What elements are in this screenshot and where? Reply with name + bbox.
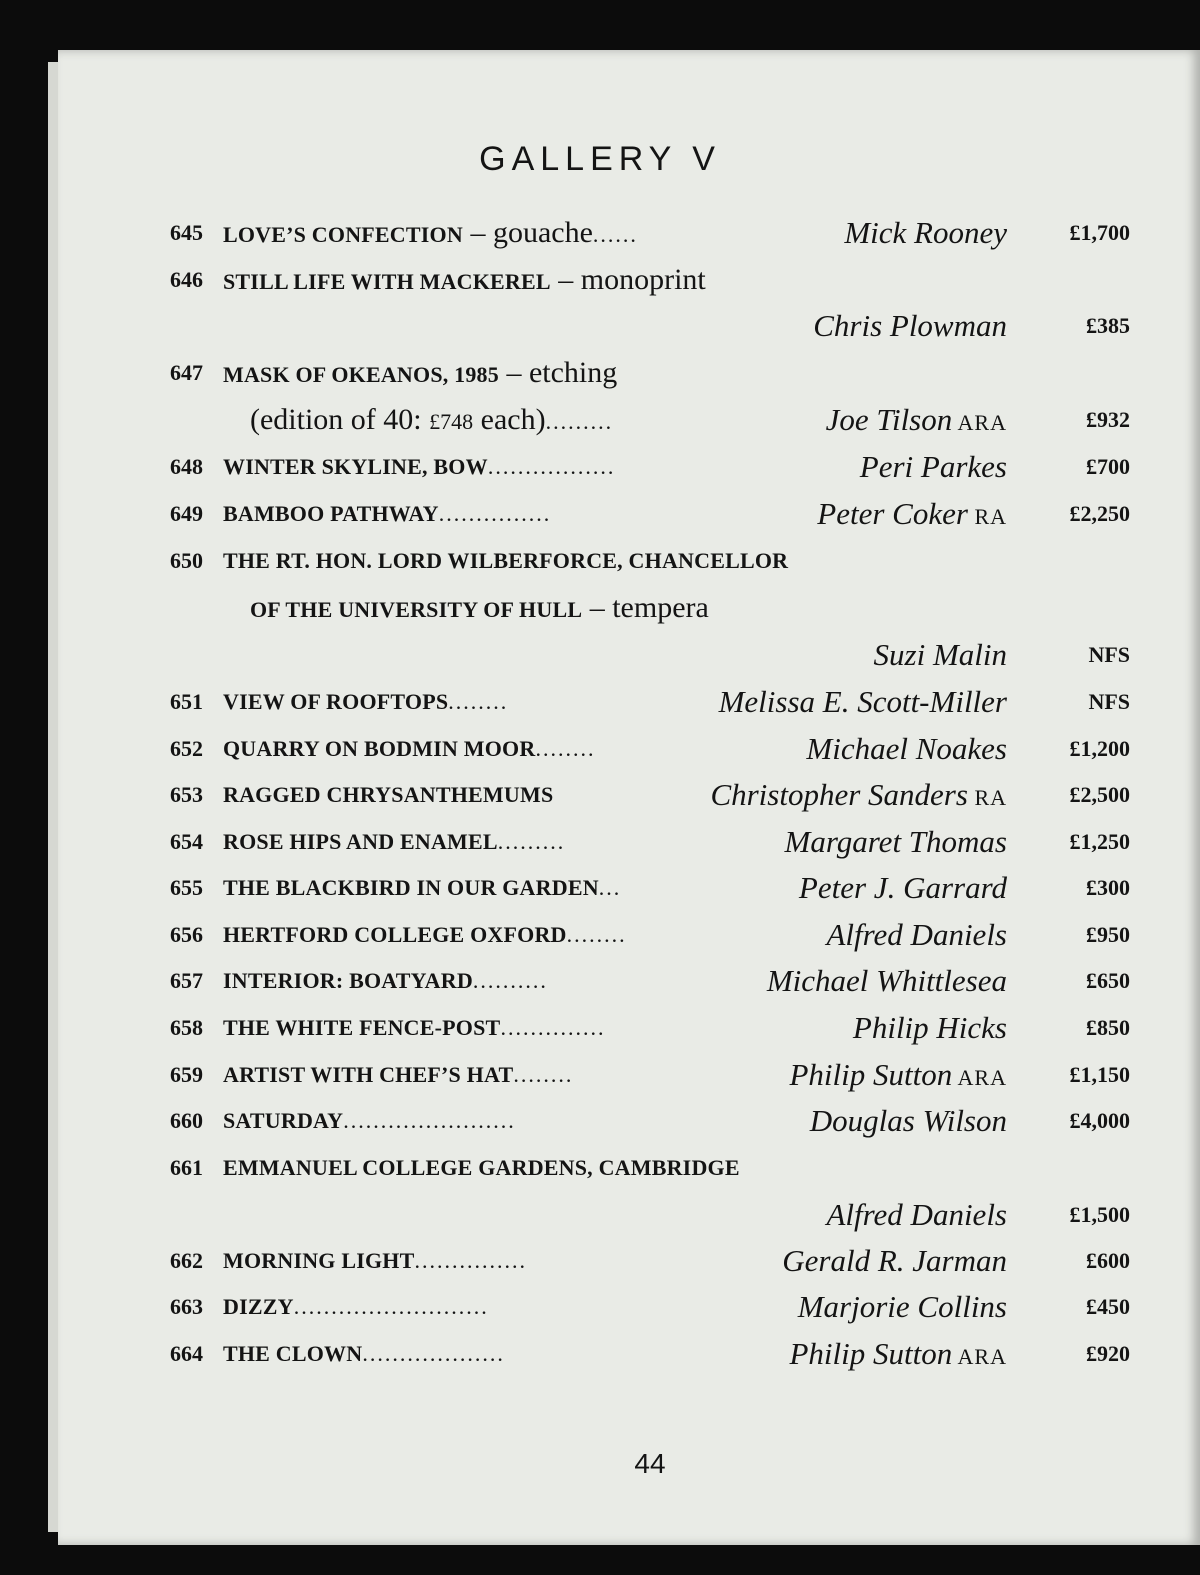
entry-artist: Philip Hicks (852, 1010, 1007, 1045)
entry-title: INTERIOR: BOATYARD (223, 968, 473, 993)
entry-price: £850 (1086, 1015, 1130, 1040)
entry-price: £2,250 (1069, 501, 1130, 526)
entry-650-line2 (170, 585, 1130, 631)
entry-title-cont: OF THE UNIVERSITY OF HULL (250, 597, 583, 622)
entry-648 (170, 444, 1130, 490)
entry-652 (170, 726, 1130, 772)
entry-number: 646 (170, 267, 203, 292)
entry-artist: Philip Sutton ARA (789, 1057, 1007, 1092)
entry-number: 649 (170, 501, 203, 526)
entry-artist: Alfred Daniels (826, 917, 1007, 952)
entry-number: 645 (170, 220, 203, 245)
entry-650 (170, 538, 1130, 584)
entry-price: £700 (1086, 454, 1130, 479)
leader-dots: ................... (362, 1341, 505, 1366)
entry-price: NFS (1088, 642, 1130, 667)
entry-655 (170, 865, 1130, 911)
entry-title: WINTER SKYLINE, BOW (223, 454, 488, 479)
entry-number: 663 (170, 1294, 203, 1319)
entry-title: MASK OF OKEANOS, 1985 (223, 362, 499, 387)
entry-646 (170, 257, 1130, 303)
entry-title: THE RT. HON. LORD WILBERFORCE, CHANCELLOR (223, 548, 789, 573)
leader-dots: .............. (500, 1015, 606, 1040)
entry-price: £1,250 (1069, 829, 1130, 854)
entry-price: £450 (1086, 1294, 1130, 1319)
entry-number: 658 (170, 1015, 203, 1040)
leader-dots: ........ (535, 736, 596, 761)
entry-price: £2,500 (1069, 782, 1130, 807)
entry-663 (170, 1284, 1130, 1330)
leader-dots: ...... (592, 222, 638, 247)
entry-artist: Chris Plowman (813, 308, 1007, 343)
entry-645 (170, 210, 1130, 256)
leader-dots: ............... (438, 501, 552, 526)
entry-659 (170, 1052, 1130, 1098)
entry-number: 657 (170, 968, 203, 993)
entry-title: RAGGED CHRYSANTHEMUMS (223, 782, 554, 807)
entry-artist: Douglas Wilson (809, 1103, 1007, 1138)
entry-title: THE CLOWN (223, 1341, 363, 1366)
entry-title: STILL LIFE WITH MACKEREL (223, 269, 551, 294)
entry-number: 662 (170, 1248, 203, 1273)
entry-medium: – tempera (582, 591, 709, 624)
entry-653 (170, 772, 1130, 818)
entry-title: LOVE’S CONFECTION (223, 222, 463, 247)
leader-dots: ........ (566, 922, 627, 947)
entry-title: MORNING LIGHT (223, 1248, 415, 1273)
entry-662 (170, 1238, 1130, 1284)
entry-medium: – gouache (462, 216, 593, 249)
entry-title: SATURDAY (223, 1108, 344, 1133)
entry-price: £1,150 (1069, 1062, 1130, 1087)
entry-price: £385 (1086, 313, 1130, 338)
entry-artist: Gerald R. Jarman (782, 1243, 1007, 1278)
entry-number: 650 (170, 548, 203, 573)
entry-price: £932 (1086, 407, 1130, 432)
entry-price: £920 (1086, 1341, 1130, 1366)
entry-number: 652 (170, 736, 203, 761)
leader-dots: ... (598, 875, 622, 900)
entry-660 (170, 1098, 1130, 1144)
entry-651 (170, 679, 1130, 725)
entry-medium: – monoprint (550, 263, 706, 296)
entry-artist: Joe Tilson ARA (825, 402, 1007, 437)
gallery-title: GALLERY V (479, 140, 721, 178)
entry-price: £1,200 (1069, 736, 1130, 761)
entry-title: THE BLACKBIRD IN OUR GARDEN (223, 875, 599, 900)
entry-number: 654 (170, 829, 203, 854)
entry-title: EMMANUEL COLLEGE GARDENS, CAMBRIDGE (223, 1155, 740, 1180)
entry-title: DIZZY (223, 1294, 294, 1319)
entry-title: THE WHITE FENCE-POST (223, 1015, 501, 1040)
entry-price: £4,000 (1069, 1108, 1130, 1133)
entry-artist: Peter J. Garrard (798, 870, 1007, 905)
entry-title: ARTIST WITH CHEF’S HAT (223, 1062, 514, 1087)
entry-artist: Alfred Daniels (826, 1197, 1007, 1232)
leader-dots: .......... (472, 968, 548, 993)
entry-artist: Michael Whittlesea (766, 963, 1007, 998)
leader-dots: ................. (487, 454, 616, 479)
entry-650-line3 (170, 632, 1130, 678)
entry-657 (170, 958, 1130, 1004)
entry-artist: Christopher Sanders RA (710, 777, 1007, 812)
entry-number: 660 (170, 1108, 203, 1133)
leader-dots: ........ (448, 689, 509, 714)
entry-654 (170, 819, 1130, 865)
entry-title: QUARRY ON BODMIN MOOR (223, 736, 536, 761)
entry-number: 664 (170, 1341, 203, 1366)
entry-price: £1,700 (1069, 220, 1130, 245)
entry-title: HERTFORD COLLEGE OXFORD (223, 922, 567, 947)
entry-artist: Margaret Thomas (784, 824, 1007, 859)
leader-dots: ....................... (343, 1108, 516, 1133)
entry-price: NFS (1088, 689, 1130, 714)
entry-658 (170, 1005, 1130, 1051)
entry-artist: Peter Coker RA (817, 496, 1007, 531)
entry-artist: Michael Noakes (806, 731, 1007, 766)
entry-artist: Peri Parkes (859, 449, 1007, 484)
entry-price: £650 (1086, 968, 1130, 993)
entry-title: VIEW OF ROOFTOPS (223, 689, 449, 714)
entry-661 (170, 1145, 1130, 1191)
page-number: 44 (634, 1448, 666, 1479)
entry-price: £1,500 (1069, 1202, 1130, 1227)
entry-number: 655 (170, 875, 203, 900)
entry-647-line2 (170, 397, 1130, 443)
entry-price: £600 (1086, 1248, 1130, 1273)
leader-dots: ............... (414, 1248, 527, 1273)
leader-dots: .......................... (293, 1294, 489, 1319)
entry-artist: Philip Sutton ARA (789, 1336, 1007, 1371)
leader-dots: ......... (497, 829, 566, 854)
entry-649 (170, 491, 1130, 537)
entry-artist: Mick Rooney (844, 215, 1007, 250)
edition-note: (edition of 40: £748 each)......... (250, 403, 614, 436)
entry-number: 651 (170, 689, 203, 714)
entry-664 (170, 1331, 1130, 1377)
entry-656 (170, 912, 1130, 958)
entry-number: 647 (170, 360, 203, 385)
entry-number: 659 (170, 1062, 203, 1087)
entry-title: ROSE HIPS AND ENAMEL (223, 829, 498, 854)
entry-number: 648 (170, 454, 203, 479)
entry-number: 653 (170, 782, 203, 807)
entry-artist: Melissa E. Scott-Miller (718, 684, 1007, 719)
entry-artist: Marjorie Collins (797, 1289, 1007, 1324)
entry-title: BAMBOO PATHWAY (223, 501, 439, 526)
entry-medium: – etching (498, 356, 618, 389)
leader-dots: ........ (513, 1062, 574, 1087)
entry-647 (170, 350, 1130, 396)
entry-artist: Suzi Malin (873, 637, 1007, 672)
entry-price: £300 (1086, 875, 1130, 900)
entry-number: 656 (170, 922, 203, 947)
entry-price: £950 (1086, 922, 1130, 947)
entry-646-line2 (170, 303, 1130, 349)
entry-number: 661 (170, 1155, 203, 1180)
entry-661-line2 (170, 1192, 1130, 1238)
